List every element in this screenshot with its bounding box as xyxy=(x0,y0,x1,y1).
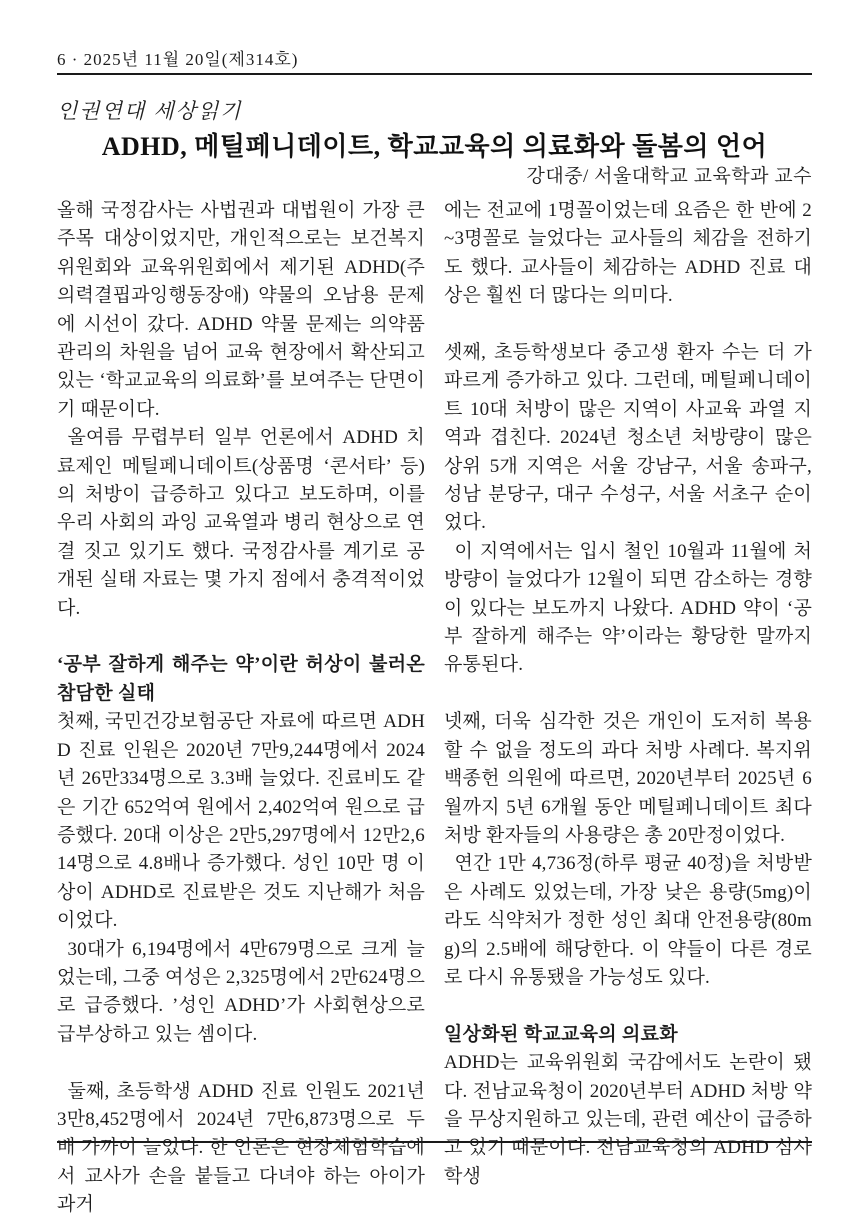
paragraph: ADHD는 교육위원회 국감에서도 논란이 됐다. 전남교육청이 2020년부터 ADHD 처방 약을 무상지원하고 있는데, 관련 예산이 급증하고 있기 때문이다. 전남교육청의 ADHD 심사 학생 xyxy=(444,1052,812,1187)
masthead xyxy=(57,50,812,75)
section-subhead: 일상화된 학교교육의 의료화 xyxy=(444,1023,678,1045)
article-body xyxy=(57,197,812,1214)
left-column xyxy=(57,197,425,1214)
paragraph: 셋째, 초등학생보다 중고생 환자 수는 더 가파르게 증가하고 있다. 그런데, 메틸페니데이트 10대 처방이 많은 지역이 사교육 과열 지역과 겹친다. 2024년 청소년 처방량이 많은 상위 5개 지역은 서울 강남구, 서울 송파구, 성남 분당구, 대구 수성구, 서울 서초구 순이었다. xyxy=(444,342,812,534)
paragraph: 올해 국정감사는 사법권과 대법원이 가장 큰 주목 대상이었지만, 개인적으로는 보건복지위원회와 교육위원회에서 제기된 ADHD(주의력결핍과잉행동장애) 약물의 오남용 문제에 시선이 갔다. ADHD 약물 문제는 의약품 관리의 차원을 넘어 교육 현장에서 확산되고 있는 ‘학교교육의 의료화’를 보여주는 단면이기 때문이다. xyxy=(57,200,425,420)
right-column xyxy=(444,197,812,1214)
page-number-and-date: 6 · 2025년 11월 20일(제314호) xyxy=(57,50,299,69)
paragraph: 30대가 6,194명에서 4만679명으로 크게 늘었는데, 그중 여성은 2,325명에서 2만624명으로 급증했다. ’성인 ADHD’가 사회현상으로 급부상하고 있는 셈이다. xyxy=(57,938,425,1045)
article-byline: 강대중/ 서울대학교 교육학과 교수 xyxy=(526,166,812,187)
section-kicker: 인권연대 세상읽기 xyxy=(57,99,243,123)
article-title: ADHD, 메틸페니데이트, 학교교육의 의료화와 돌봄의 언어 xyxy=(101,132,768,161)
header-rule xyxy=(57,73,812,75)
paragraph: 연간 1만 4,736정(하루 평균 40정)을 처방받은 사례도 있었는데, 가장 낮은 용량(5mg)이라도 식약처가 정한 성인 최대 안전용량(80mg)의 2.5배에 해당한다. 이 약들이 다른 경로로 다시 유통됐을 가능성도 있다. xyxy=(444,853,812,988)
paragraph: 올여름 무렵부터 일부 언론에서 ADHD 치료제인 메틸페니데이트(상품명 ‘콘서타’ 등)의 처방이 급증하고 있다고 보도하며, 이를 우리 사회의 과잉 교육열과 병리 현상으로 연결 짓고 있기도 했다. 국정감사를 계기로 공개된 실태 자료는 몇 가지 점에서 충격적이었다. xyxy=(57,427,425,619)
section-subhead: ‘공부 잘하게 해주는 약’이란 허상이 불러온 참담한 실태 xyxy=(57,654,425,704)
paragraph: 첫째, 국민건강보험공단 자료에 따르면 ADHD 진료 인원은 2020년 7만9,244명에서 2024년 26만334명으로 3.3배 늘었다. 진료비도 같은 기간 652억여 원에서 2,402억여 원으로 급증했다. 20대 이상은 2만5,297명에서 12만2,614명으로 4.8배나 증가했다. 성인 10만 명 이상이 ADHD로 진료받은 것도 지난해가 처음이었다. xyxy=(57,711,425,932)
paragraph: 에는 전교에 1명꼴이었는데 요즘은 한 반에 2~3명꼴로 늘었다는 교사들의 체감을 전하기도 했다. 교사들이 체감하는 ADHD 진료 대상은 훨씬 더 많다는 의미다. xyxy=(444,200,812,307)
paragraph: 넷째, 더욱 심각한 것은 개인이 도저히 복용할 수 없을 정도의 과다 처방 사례다. 복지위 백종헌 의원에 따르면, 2020년부터 2025년 6월까지 5년 6개월 동안 메틸페니데이트 최다 처방 환자들의 사용량은 총 20만정이었다. xyxy=(444,711,812,846)
footer-rule xyxy=(57,1141,812,1143)
paragraph: 이 지역에서는 입시 철인 10월과 11월에 처방량이 늘었다가 12월이 되면 감소하는 경향이 있다는 보도까지 나왔다. ADHD 약이 ‘공부 잘하게 해주는 약’이라는 황당한 말까지 유통된다. xyxy=(444,540,812,676)
paragraph: 둘째, 초등학생 ADHD 진료 인원도 2021년 3만8,452명에서 2024년 7만6,873명으로 두 배 가까이 늘었다. 한 언론은 현장체험학습에서 교사가 손을 붙들고 다녀야 하는 아이가 과거 xyxy=(57,1080,425,1214)
